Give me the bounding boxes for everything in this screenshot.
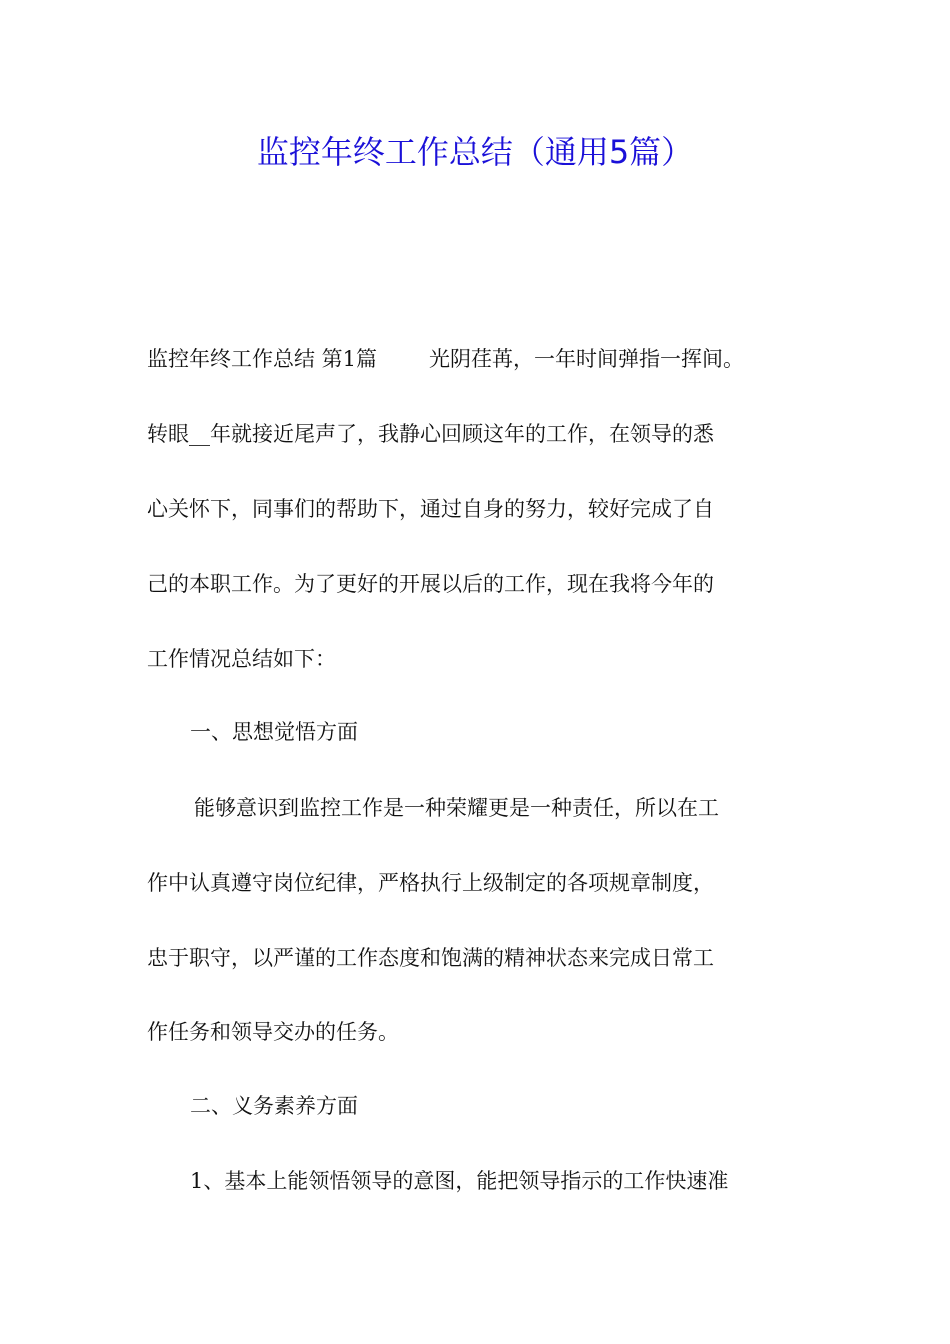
paragraph-line: 己的本职工作。为了更好的开展以后的工作，现在我将今年的	[147, 572, 714, 596]
paragraph-line: 作中认真遵守岗位纪律，严格执行上级制定的各项规章制度，	[147, 871, 714, 895]
document-title: 监控年终工作总结（通用5篇）	[256, 133, 694, 171]
section-heading: 一、思想觉悟方面	[190, 720, 358, 744]
paragraph-line: 工作情况总结如下：	[147, 647, 336, 671]
paragraph-line: 1、基本上能领悟领导的意图，能把领导指示的工作快速准	[190, 1169, 729, 1193]
section-heading: 二、义务素养方面	[190, 1094, 358, 1118]
paragraph-text: 光阴荏苒，一年时间弹指一挥间。	[429, 347, 745, 371]
part-heading: 监控年终工作总结 第1篇	[147, 347, 378, 371]
paragraph-line	[147, 344, 837, 374]
paragraph-line: 心关怀下，同事们的帮助下，通过自身的努力，较好完成了自	[147, 497, 714, 521]
paragraph-line: 作任务和领导交办的任务。	[147, 1020, 399, 1044]
paragraph-line: 转眼__年就接近尾声了，我静心回顾这年的工作，在领导的悉	[147, 422, 714, 446]
paragraph-line: 能够意识到监控工作是一种荣耀更是一种责任，所以在工	[194, 796, 719, 820]
paragraph-line: 忠于职守，以严谨的工作态度和饱满的精神状态来完成日常工	[147, 946, 714, 970]
